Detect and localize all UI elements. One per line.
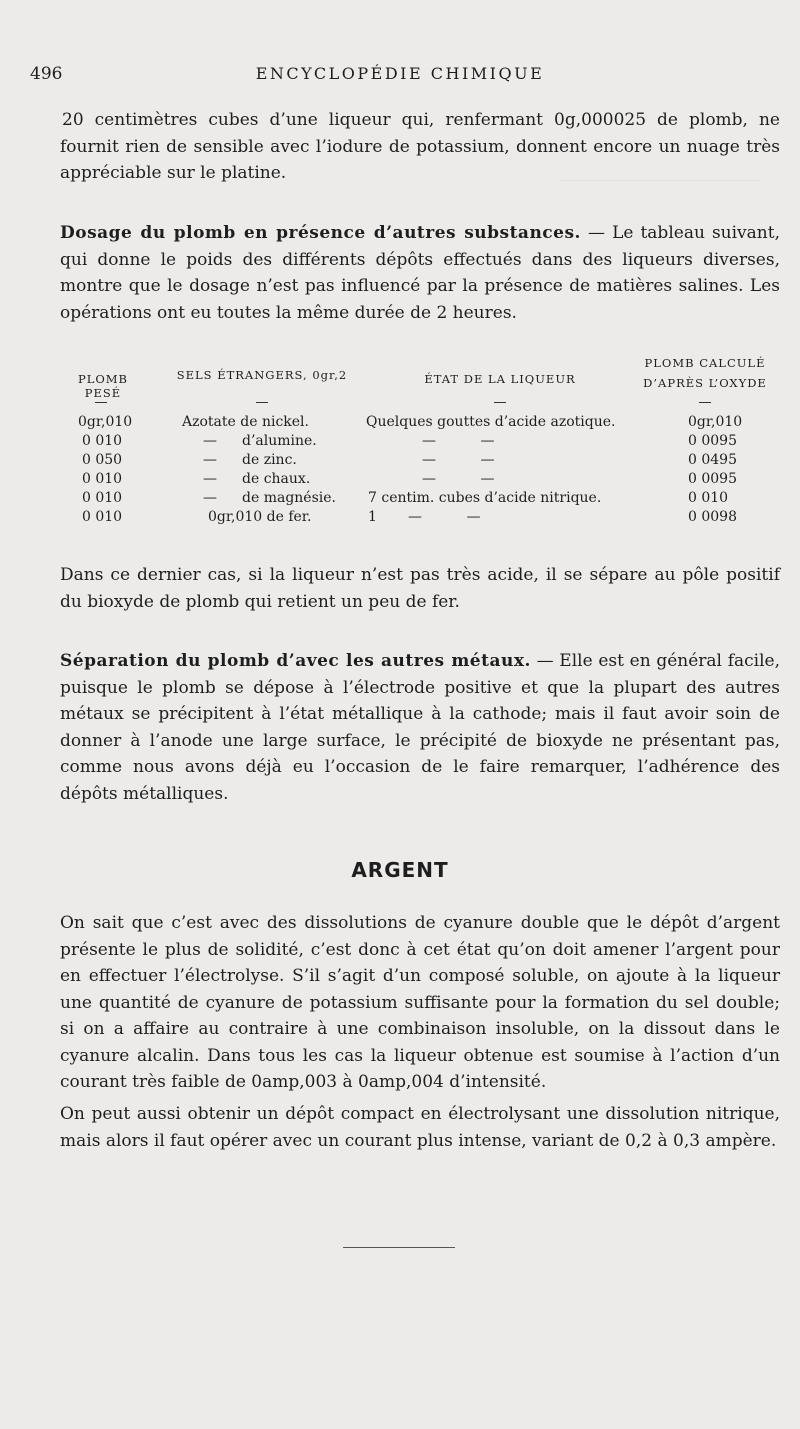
table-row bbox=[60, 490, 780, 509]
cell-sels: d’alumine. bbox=[242, 433, 317, 449]
cell-etat: — — bbox=[422, 452, 495, 468]
section-title-dosage: Dosage du plomb en présence d’autres substances. bbox=[60, 223, 581, 243]
table-row bbox=[60, 414, 780, 433]
cell-etat: Quelques gouttes d’acide azotique. bbox=[366, 414, 616, 430]
cell-sels: de chaux. bbox=[242, 471, 311, 487]
cell-calc: 0 010 bbox=[688, 490, 729, 506]
cell-plomb-pese: 0 010 bbox=[82, 471, 123, 487]
section-dosage bbox=[60, 220, 780, 326]
cell-etat: — — bbox=[422, 433, 495, 449]
cell-sels-prefix: — bbox=[203, 433, 217, 449]
cell-sels-prefix: — bbox=[203, 471, 217, 487]
cell-sels: Azotate de nickel. bbox=[182, 414, 309, 430]
page-number: 496 bbox=[30, 64, 63, 84]
intro-paragraph-block bbox=[60, 107, 780, 187]
table-row bbox=[60, 471, 780, 490]
cell-etat: 7 centim. cubes d’acide nitrique. bbox=[368, 490, 602, 506]
cell-sels: de zinc. bbox=[242, 452, 297, 468]
cell-plomb-pese: 0 010 bbox=[82, 490, 123, 506]
after-table-paragraph-block bbox=[60, 562, 780, 615]
page-header bbox=[30, 64, 770, 88]
cell-sels: 0gr,010 de fer. bbox=[208, 509, 312, 525]
after-table-paragraph: Dans ce dernier cas, si la liqueur n’est pas très acide, il se sépare au pôle positif du bioxyde de plomb qui retient un peu de fer. bbox=[60, 565, 780, 612]
table-row bbox=[60, 433, 780, 452]
section-title-argent: ARGENT bbox=[351, 858, 449, 882]
cell-etat: 1 — — bbox=[368, 509, 481, 525]
cell-sels-prefix: — bbox=[203, 490, 217, 506]
table-row bbox=[60, 509, 780, 528]
cell-sels: de magnésie. bbox=[242, 490, 336, 506]
cell-plomb-pese: 0 010 bbox=[82, 433, 123, 449]
header-plomb-pese: PLOMB PESÉ bbox=[77, 372, 129, 400]
argent-paragraph-1-block bbox=[60, 910, 780, 1096]
section-text-dosage: — Le tableau suivant, qui donne le poids des différents dépôts effectués dans des liqueurs diverses, montre que le dosage n’est pas influencé par la présence de matières salines. Les opérations ont eu toutes la même durée de 2 heures. bbox=[60, 223, 780, 323]
section-separation bbox=[60, 648, 780, 807]
cell-calc: 0 0495 bbox=[688, 452, 737, 468]
cell-plomb-pese: 0 050 bbox=[82, 452, 123, 468]
cell-etat: — — bbox=[422, 471, 495, 487]
section-text-separation: — Elle est en général facile, puisque le plomb se dépose à l’électrode positive et que la plupart des autres métaux se précipitent à l’état métallique à la cathode; mais il faut avoir soin de donner à l’anode une large surface, le précipité de bioxyde ne présentant pas, comme nous avons déjà eu l’occasion de le faire remarquer, l’adhérence des dépôts métalliques. bbox=[60, 651, 780, 804]
header-plomb-calcule-1: PLOMB CALCULÉ bbox=[644, 356, 766, 370]
section-title-separation: Séparation du plomb d’avec les autres métaux. bbox=[60, 651, 531, 671]
cell-plomb-pese: 0 010 bbox=[82, 509, 123, 525]
cell-calc: 0 0098 bbox=[688, 509, 737, 525]
argent-paragraph-1: On sait que c’est avec des dissolutions de cyanure double que le dépôt d’argent présente le plus de solidité, c’est donc à cet état qu’on doit amener l’argent pour en effectuer l’électrolyse. S’il s’agit d’un composé soluble, on ajoute à la liqueur une quantité de cyanure de potassium suffisante pour la formation du sel double; si on a affaire au contraire à une combinaison insoluble, on la dissout dans le cyanure alcalin. Dans tous les cas la liqueur obtenue est soumise à l’action d’un courant très faible de 0amp,003 à 0amp,004 d’intensité. bbox=[60, 913, 780, 1092]
cell-plomb-pese: 0gr,010 bbox=[78, 414, 133, 430]
header-rule bbox=[494, 402, 506, 403]
cell-calc: 0gr,010 bbox=[688, 414, 743, 430]
end-rule bbox=[343, 1247, 455, 1248]
cell-sels-prefix: — bbox=[203, 452, 217, 468]
table-row bbox=[60, 452, 780, 471]
header-rule bbox=[95, 402, 107, 403]
running-title: ENCYCLOPÉDIE CHIMIQUE bbox=[255, 64, 545, 83]
header-rule bbox=[699, 402, 711, 403]
header-plomb-calcule-2: D’APRÈS L’OXYDE bbox=[643, 376, 767, 390]
header-sels-etrangers: SELS ÉTRANGERS, 0gr,2 bbox=[176, 368, 348, 382]
intro-paragraph: 20 centimètres cubes d’une liqueur qui, renfermant 0g,000025 de plomb, ne fournit rien de sensible avec l’iodure de potassium, donnent encore un nuage très appréciable sur le platine. bbox=[60, 110, 780, 183]
argent-paragraph-2: On peut aussi obtenir un dépôt compact en électrolysant une dissolution nitrique, mais alors il faut opérer avec un courant plus intense, variant de 0,2 à 0,3 ampère. bbox=[60, 1104, 780, 1151]
cell-calc: 0 0095 bbox=[688, 433, 737, 449]
argent-paragraph-2-block bbox=[60, 1101, 780, 1154]
cell-calc: 0 0095 bbox=[688, 471, 737, 487]
header-etat-liqueur: ÉTAT DE LA LIQUEUR bbox=[424, 372, 576, 386]
header-rule bbox=[256, 402, 268, 403]
